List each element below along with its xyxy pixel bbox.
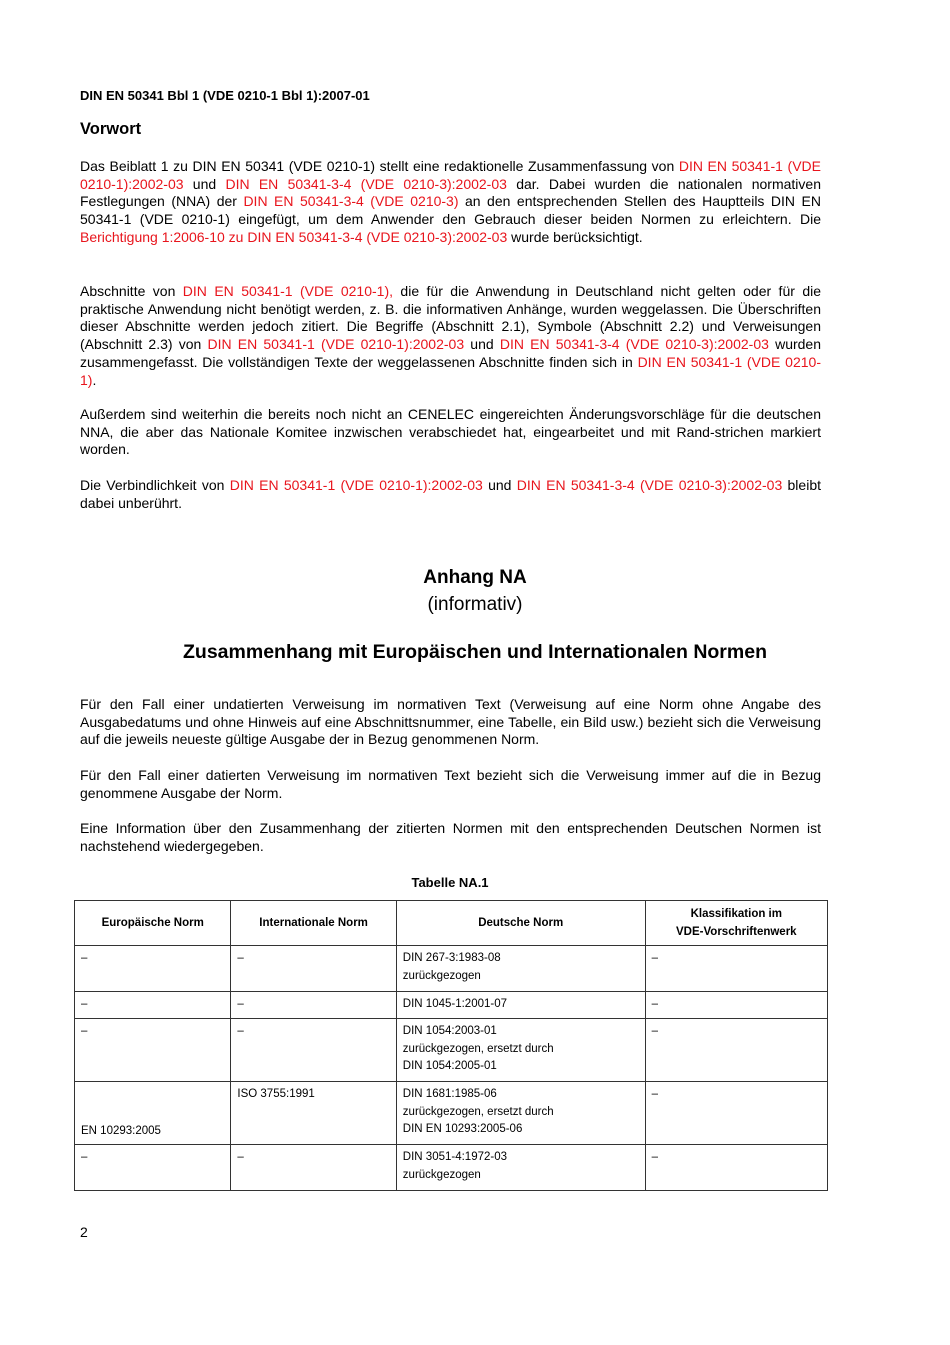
norm-reference: DIN EN 50341-1 (VDE 0210-1) (80, 353, 821, 388)
cell-european: – (75, 1145, 231, 1191)
norm-reference: DIN EN 50341-3-4 (VDE 0210-3):2002-03 (499, 336, 769, 353)
cell-european: EN 10293:2005 (75, 1082, 231, 1145)
vorwort-paragraph-1 (80, 158, 821, 247)
text-segment: . (92, 371, 97, 388)
column-header-european: Europäische Norm (75, 901, 231, 946)
cell-german (396, 946, 645, 992)
cell-classification: – (645, 1145, 827, 1191)
cell-classification: – (645, 992, 827, 1019)
cell-international: – (231, 992, 396, 1019)
german-norm-line: zurückgezogen, ersetzt durch (402, 1042, 554, 1055)
german-norm-line: zurückgezogen, ersetzt durch (402, 1105, 554, 1118)
anhang-paragraph-1: Für den Fall einer undatierten Verweisung im normativen Text (Verweisung auf eine Norm ohne Angabe des Ausgabedatums und ohne Hinweis auf eine Abschnittsnummer, eine Tabelle, ein Bild usw.) bezieht sich die Verweisung auf die jeweils neueste gültige Ausgabe der in Bezug genommenen Norm. (80, 696, 821, 748)
german-norm-line: DIN 3051-4:1972-03 (402, 1151, 508, 1163)
text-segment: an den entsprechenden Stellen des Hauptteils DIN EN 50341-1 (VDE 0210-1) eingefügt, um dem Anwender den Gebrauch dieser beiden Normen zu erleichtern. Die (80, 193, 821, 228)
text-segment: Die Verbindlichkeit von (80, 477, 230, 493)
table-caption: Tabelle NA.1 (411, 875, 489, 890)
column-header-international: Internationale Norm (231, 901, 396, 946)
german-norm-line: zurückgezogen (402, 1168, 481, 1181)
cell-german (396, 1019, 645, 1082)
anhang-title: Anhang NA (423, 567, 527, 588)
text-segment: und (482, 477, 517, 493)
german-norm-line: DIN 1045-1:2001-07 (402, 998, 508, 1010)
cell-german (396, 1082, 645, 1145)
norm-reference: DIN EN 50341-1 (VDE 0210-1), (182, 283, 394, 299)
page-number: 2 (80, 1224, 88, 1240)
cell-european: – (75, 1019, 231, 1082)
header-line: Klassifikation im (690, 908, 782, 920)
table-row (75, 946, 828, 992)
document-id-header: DIN EN 50341 Bbl 1 (VDE 0210-1 Bbl 1):2007-01 (80, 88, 370, 103)
text-segment: wurde berücksichtigt. (507, 228, 643, 245)
vorwort-paragraph-2 (80, 283, 821, 389)
column-header-german: Deutsche Norm (396, 901, 645, 946)
cell-german (396, 992, 645, 1019)
cell-classification: – (645, 1019, 827, 1082)
anhang-paragraph-3: Eine Information über den Zusammenhang der zitierten Normen mit den entsprechenden Deutschen Normen ist nachstehend wiedergegeben. (80, 820, 821, 854)
cell-european: – (75, 946, 231, 992)
table-row (75, 1019, 828, 1082)
norm-reference: DIN EN 50341-3-4 (VDE 0210-3):2002-03 (516, 477, 783, 493)
text-segment: wurden zusammengefasst. Die vollständigen Texte der weggelassenen Abschnitte finden sich in (80, 336, 822, 370)
table-header-row (75, 901, 828, 946)
header-line: VDE-Vorschriftenwerk (676, 926, 797, 938)
text-segment: bleibt dabei unberührt. (80, 477, 821, 511)
norm-reference: DIN EN 50341-3-4 (VDE 0210-3) (243, 193, 459, 210)
cell-international: ISO 3755:1991 (231, 1082, 396, 1145)
norm-reference: DIN EN 50341-1 (VDE 0210-1):2002-03 (229, 477, 483, 493)
text-segment: die für die Anwendung in Deutschland nicht gelten oder für die praktische Anwendung nicht benötigt werden, z. B. die informativen Anhänge, wurden weggelassen. Die Überschriften dieser Abschnitte werden jedoch zitiert. Die Begriffe (Abschnitt 2.1), Symbole (Abschnitt 2.2) und Verweisungen (Abschnitt 2.3) von (80, 283, 821, 353)
text-segment: Außerdem sind weiterhin die bereits noch nicht an CENELEC eingereichten Änderungsvorschläge für die deutschen NNA, die aber das Nationale Komitee inzwischen verabschiedet hat, eingearbeitet und mit Rand-strichen markiert worden. (80, 406, 821, 458)
column-header-classification (645, 901, 827, 946)
cell-international: – (231, 1145, 396, 1191)
cell-european: – (75, 992, 231, 1019)
norm-reference: DIN EN 50341-3-4 (VDE 0210-3):2002-03 (225, 175, 507, 192)
norm-reference: Berichtigung 1:2006-10 zu DIN EN 50341-3-4 (VDE 0210-3):2002-03 (80, 228, 508, 245)
german-norm-line: DIN 1054:2003-01 (402, 1025, 497, 1037)
table-row (75, 1082, 828, 1145)
german-norm-line: zurückgezogen (402, 969, 481, 982)
anhang-paragraph-2: Für den Fall einer datierten Verweisung im normativen Text bezieht sich die Verweisung immer auf die in Bezug genommene Ausgabe der Norm. (80, 767, 821, 801)
vorwort-paragraph-4 (80, 477, 821, 512)
vorwort-paragraph-3 (80, 406, 821, 459)
cell-international: – (231, 946, 396, 992)
vorwort-heading: Vorwort (80, 120, 142, 138)
text-segment: Das Beiblatt 1 zu DIN EN 50341 (VDE 0210-1) stellt eine redaktionelle Zusammenfassung von (80, 158, 679, 174)
cell-classification: – (645, 1082, 827, 1145)
cell-international: – (231, 1019, 396, 1082)
norms-table (74, 900, 828, 1191)
text-segment: Abschnitte von (80, 283, 183, 299)
norm-reference: DIN EN 50341-1 (VDE 0210-1):2002-03 (80, 158, 821, 192)
german-norm-line: DIN 1054:2005-01 (402, 1060, 497, 1072)
text-segment: und (464, 336, 500, 353)
cell-classification: – (645, 946, 827, 992)
table-row (75, 1145, 828, 1191)
anhang-subtitle: (informativ) (427, 594, 523, 615)
table-row (75, 992, 828, 1019)
german-norm-line: DIN 1681:1985-06 (402, 1088, 497, 1100)
text-segment: und (183, 175, 226, 192)
text-segment: dar. Dabei wurden die nationalen normativen Festlegungen (NNA) der (80, 175, 821, 210)
anhang-heading: Zusammenhang mit Europäischen und Internationalen Normen (183, 641, 767, 663)
german-norm-line: DIN EN 10293:2005-06 (402, 1123, 523, 1135)
cell-german (396, 1145, 645, 1191)
norm-reference: DIN EN 50341-1 (VDE 0210-1):2002-03 (207, 336, 465, 353)
german-norm-line: DIN 267-3:1983-08 (402, 952, 501, 964)
